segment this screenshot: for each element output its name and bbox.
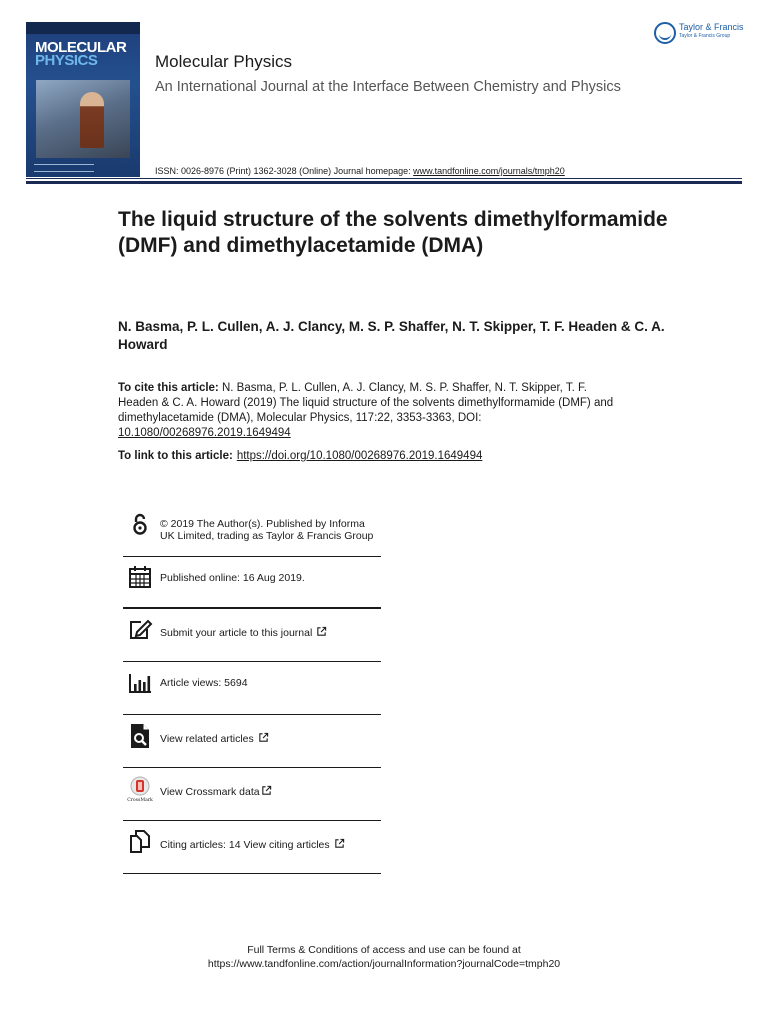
published-row <box>123 557 381 609</box>
article-link-label: To link to this article: <box>118 450 233 462</box>
citing-text: Citing articles: 14 View citing articles <box>160 839 330 851</box>
crossmark-link[interactable] <box>160 785 272 798</box>
doi-link[interactable]: 10.1080/00268976.2019.1649494 <box>118 427 291 439</box>
crossmark-logo-text: CrossMark <box>127 798 153 802</box>
article-views: Article views: 5694 <box>160 677 248 689</box>
taylor-francis-logo[interactable] <box>654 22 744 44</box>
open-access-row <box>123 508 381 557</box>
article-doi-url[interactable]: https://doi.org/10.1080/00268976.2019.1649494 <box>236 450 483 462</box>
external-link-icon <box>258 732 269 743</box>
article-authors: N. Basma, P. L. Cullen, A. J. Clancy, M. S. P. Shaffer, N. T. Skipper, T. F. Headen & C. A. Howard <box>118 319 665 352</box>
journal-subtitle: An International Journal at the Interface Between Chemistry and Physics <box>155 79 621 95</box>
open-access-icon <box>127 512 153 538</box>
open-access-text: © 2019 The Author(s). Published by Informa UK Limited, trading as Taylor & Francis Group <box>160 518 374 542</box>
external-link-icon <box>316 626 327 637</box>
calendar-icon <box>127 564 153 590</box>
citation-text: N. Basma, P. L. Cullen, A. J. Clancy, M. S. P. Shaffer, N. T. Skipper, T. F. Headen & C. A. Howard (2019) The liquid structure of the solvents dimethylformamide (DMF) and dimethylacetamide (DMA), Molecular Physics, 117:22, 3353-3363, DOI: <box>118 382 614 424</box>
views-row <box>123 662 381 715</box>
related-text: View related articles <box>160 733 254 745</box>
cover-title-line2: PHYSICS <box>35 52 98 69</box>
publisher-name: Taylor & Francis <box>679 22 744 32</box>
document-search-icon <box>127 723 153 749</box>
footer-terms-text: Full Terms & Conditions of access and use can be found at <box>247 944 521 956</box>
crossmark-row[interactable] <box>123 768 381 821</box>
citing-articles-icon <box>127 828 153 854</box>
header-divider-thick <box>26 181 742 184</box>
cover-title-line1: MOLECULAR <box>35 39 127 56</box>
external-link-icon <box>334 838 345 849</box>
article-title: The liquid structure of the solvents dimethylformamide (DMF) and dimethylacetamide (DMA) <box>118 208 668 257</box>
submit-text: Submit your article to this journal <box>160 627 313 639</box>
citing-articles-link[interactable] <box>160 838 345 851</box>
article-info-list <box>123 508 381 874</box>
crossmark-icon <box>127 776 153 802</box>
published-date: Published online: 16 Aug 2019. <box>160 572 305 584</box>
external-link-icon <box>261 785 272 796</box>
cover-footer-text <box>34 164 94 172</box>
citation-block <box>118 381 618 441</box>
crossmark-text: View Crossmark data <box>160 786 260 798</box>
edit-icon <box>127 617 153 643</box>
citation-label: To cite this article: <box>118 382 219 394</box>
footer-terms-url[interactable]: https://www.tandfonline.com/action/journalInformation?journalCode=tmph20 <box>207 958 561 970</box>
publisher-group: Taylor & Francis Group <box>679 33 731 39</box>
related-articles-link[interactable] <box>160 732 269 745</box>
taylor-francis-icon <box>654 22 676 44</box>
citing-row[interactable] <box>123 821 381 874</box>
publisher-text <box>679 22 744 39</box>
footer <box>0 943 768 971</box>
journal-cover-image <box>26 22 140 177</box>
submit-row[interactable] <box>123 609 381 662</box>
submit-link[interactable] <box>160 626 327 639</box>
related-row[interactable] <box>123 715 381 768</box>
header-divider-thin <box>26 178 742 179</box>
journal-homepage-link[interactable]: www.tandfonline.com/journals/tmph20 <box>413 166 565 176</box>
article-link-line <box>118 449 482 464</box>
cover-person <box>80 92 104 148</box>
journal-title: Molecular Physics <box>155 52 292 71</box>
cover-header-band <box>26 22 140 34</box>
issn-text: ISSN: 0026-8976 (Print) 1362-3028 (Online) Journal homepage: <box>155 166 414 176</box>
bar-chart-icon <box>127 670 153 696</box>
issn-line <box>155 166 565 176</box>
